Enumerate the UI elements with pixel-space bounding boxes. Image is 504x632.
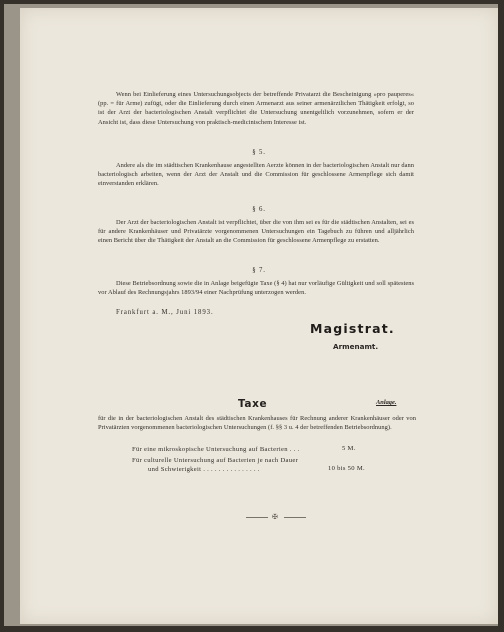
document-page — [20, 8, 498, 624]
paragraph-section-6: Der Arzt der bacteriologischen Anstalt ist verpflichtet, über die von ihm sei es für die städtischen Anstalten, sei es für andere Krankenhäuser und Privatärzte vorgenommenen Untersuchungen ein Tagebuch zu führen und alljährlich einen Bericht über die Thätigkeit der Anstalt an die Commission für geschlossene Armenpflege zu erstatten. — [98, 219, 414, 245]
fee-culture-label-line1: Für culturelle Untersuchung auf Bacterien je nach Dauer — [132, 457, 299, 464]
signature-department: Armenamt. — [333, 342, 379, 351]
paragraph-eligibility: Wenn bei Einlieferung eines Untersuchungsobjects der betreffende Privatarzt die Bescheinigung »pro pauperes« (pp. = für Arme) zufügt, oder die Einlieferung durch einen Armenarzt aus seiner armenärztlichen Thätigkeit erfolgt, so ist der Arzt der bacteriologischen Anstalt verpflichtet die Untersuchung unentgeltlich vorzunehmen, sofern er der Ansicht ist, dass diese Untersuchung von praktisch-medicinischem Interesse ist. — [98, 91, 414, 126]
taxe-title: Taxe — [238, 398, 268, 410]
section-heading-5: § 5. — [252, 149, 266, 156]
section-heading-7: § 7. — [252, 267, 266, 274]
paragraph-section-7: Diese Betriebsordnung sowie die in Anlage beigefügte Taxe (§ 4) hat nur vorläufige Gültigkeit und soll spätestens vor Ablauf des Rechnungsjahrs 1893/94 einer Nachprüfung unterzogen werden. — [98, 280, 414, 297]
fee-microscopic-price: 5 M. — [342, 445, 356, 452]
paragraph-section-5: Andere als die im städtischen Krankenhause angestellten Aerzte können in der bacteriologischen Anstalt nur dann bacteriologisch arbeiten, wenn der Arzt der Anstalt und die Commission für geschlossene Armenpflege sich damit einverstanden erklären. — [98, 162, 414, 188]
taxe-intro: für die in der bacteriologischen Anstalt des städtischen Krankenhauses für Rechnung anderer Krankenhäuser oder von Privatärzten vorgenommenen bacteriologischen Untersuchungen (f. §§ 3 u. 4 der betreffenden Betriebsordnung). — [98, 415, 416, 432]
ornament-mark-icon: ✠ — [272, 513, 278, 521]
fee-culture-label-line2: und Schwierigkeit . . . . . . . . . . . . . . . — [148, 466, 260, 473]
signature-date: Frankfurt a. M., Juni 1893. — [116, 309, 214, 316]
closing-ornament — [246, 513, 306, 521]
fee-culture-price: 10 bis 50 M. — [328, 465, 365, 472]
anlage-label: Anlage. — [376, 399, 397, 406]
signature-authority: Magistrat. — [310, 321, 395, 336]
fee-microscopic-label: Für eine mikroskopische Untersuchung auf Bacterien . . . — [132, 446, 300, 453]
section-heading-6: § 6. — [252, 206, 266, 213]
